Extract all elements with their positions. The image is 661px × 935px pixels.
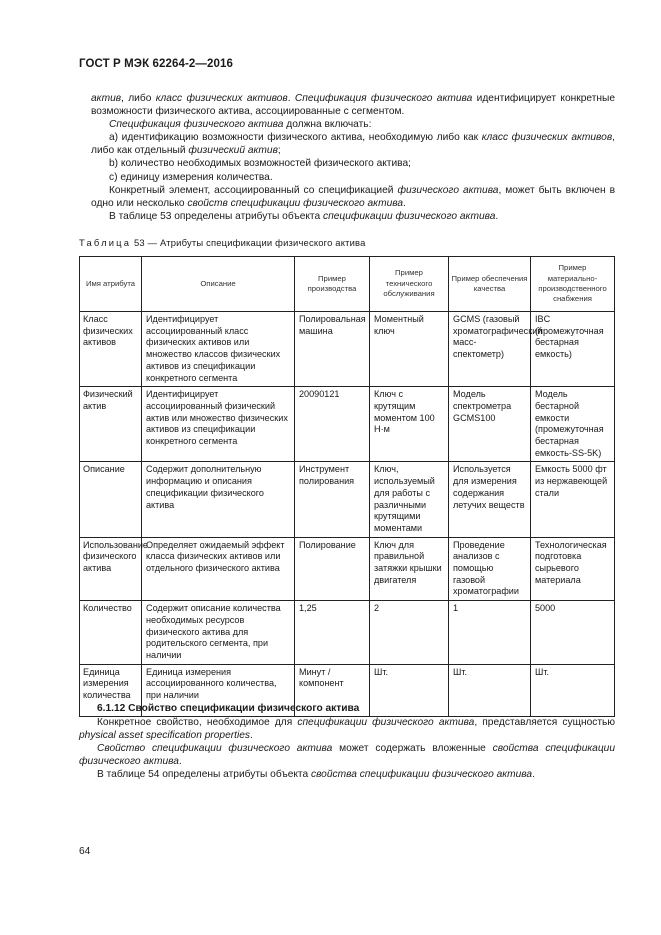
table-cell: Модель спектрометра GCMS100 bbox=[449, 387, 531, 462]
section-heading: 6.1.12 Свойство спецификации физического актива bbox=[97, 703, 360, 714]
text-run: . bbox=[250, 730, 253, 742]
italic-term: Спецификация физического актива bbox=[294, 93, 473, 104]
italic-term: свойства спецификации физического актива bbox=[79, 743, 615, 768]
table-cell: Полировальная машина bbox=[295, 312, 370, 387]
intro-list-item-c: с) единицу измерения количества. bbox=[109, 171, 273, 183]
table-caption bbox=[79, 237, 366, 248]
table-cell: Содержит описание количества необходимых ресурсов физического актива для родительского сегмента, при наличии bbox=[142, 601, 295, 665]
table-cell: 2 bbox=[370, 601, 449, 665]
table-cell: Идентифицирует ассоциированный класс физических активов или множество классов физических активов из спецификации конкретного сегмента bbox=[142, 312, 295, 387]
section-6-1-12 bbox=[79, 702, 615, 782]
attributes-table bbox=[79, 256, 615, 717]
italic-term: physical asset specification properties bbox=[79, 730, 251, 742]
table-cell: IBC (промежуточная бестарная емкость) bbox=[531, 312, 615, 387]
table-cell: Использование физического актива bbox=[80, 537, 142, 601]
table-cell: Ключ с крутящим моментом 100 Н·м bbox=[370, 387, 449, 462]
table-row bbox=[80, 387, 615, 462]
intro-list-item-a bbox=[91, 131, 615, 157]
italic-term: спецификации физического актива bbox=[323, 210, 496, 222]
text-run: , может быть включен в одно или несколько bbox=[91, 184, 615, 209]
italic-term: класс физических активов bbox=[481, 132, 613, 144]
text-run: может содержать вложенные bbox=[332, 743, 493, 755]
header-cell: Описание bbox=[142, 257, 295, 312]
intro-list-item-b: b) количество необходимых возможностей физического актива; bbox=[109, 158, 411, 170]
table-cell: Содержит дополнительную информацию и описания спецификации физического актива bbox=[142, 462, 295, 537]
table-row bbox=[80, 601, 615, 665]
text-run: а) идентификацию возможности физического актива, необходимую либо как bbox=[109, 132, 482, 144]
text-run: В таблице 54 определены атрибуты объекта bbox=[97, 769, 311, 781]
intro-paragraph-1 bbox=[91, 92, 615, 118]
page-number: 64 bbox=[79, 846, 91, 857]
section-paragraph-1 bbox=[79, 716, 615, 742]
text-run: . bbox=[178, 756, 182, 768]
table-row bbox=[80, 537, 615, 601]
table-cell: 20090121 bbox=[295, 387, 370, 462]
table-cell: Идентифицирует ассоциированный физический актив или множество физических активов из спецификации конкретного сегмента bbox=[142, 387, 295, 462]
text-run: , либо bbox=[121, 93, 156, 104]
table-cell: Количество bbox=[80, 601, 142, 665]
header-cell: Имя атрибута bbox=[80, 257, 142, 312]
table-cell: Шт. bbox=[370, 664, 449, 716]
text-run: Конкретное свойство, необходимое для bbox=[97, 717, 298, 729]
italic-term: Свойство спецификации физического актива bbox=[97, 743, 333, 755]
header-cell: Пример материально-производственного снабжения bbox=[531, 257, 615, 312]
text-run: В таблице 53 определены атрибуты объекта bbox=[109, 210, 323, 222]
table-cell: Полирование bbox=[295, 537, 370, 601]
table-cell: Минут / компонент bbox=[295, 664, 370, 716]
table-cell: Ключ, используемый для работы с различными крутящими моментами bbox=[370, 462, 449, 537]
caption-word: Таблица bbox=[79, 237, 132, 248]
table-row bbox=[80, 312, 615, 387]
italic-term: свойства спецификации физического актива bbox=[311, 769, 533, 781]
text-run: . bbox=[495, 210, 499, 222]
table-cell: 1,25 bbox=[295, 601, 370, 665]
table-cell: Определяет ожидаемый эффект класса физических активов или отдельного физического актива bbox=[142, 537, 295, 601]
table-cell: Ключ для правильной затяжки крышки двигателя bbox=[370, 537, 449, 601]
italic-term: Спецификация физического актива bbox=[109, 119, 284, 131]
header-cell: Пример обеспечения качества bbox=[449, 257, 531, 312]
table-cell: Физический актив bbox=[80, 387, 142, 462]
text-run: Конкретный элемент, ассоциированный со спецификацией bbox=[109, 184, 398, 196]
italic-term: актив bbox=[91, 93, 122, 104]
text-run: , либо как отдельный bbox=[91, 132, 615, 157]
text-run: . bbox=[532, 769, 535, 781]
table-cell: Моментный ключ bbox=[370, 312, 449, 387]
text-run: . bbox=[287, 93, 295, 104]
section-paragraph-2 bbox=[79, 742, 615, 768]
italic-term: физического актива bbox=[397, 184, 499, 196]
table-row bbox=[80, 462, 615, 537]
text-run: , представляется сущностью bbox=[474, 717, 615, 729]
italic-term: свойств спецификации физического актива bbox=[187, 197, 404, 209]
table-cell: Шт. bbox=[449, 664, 531, 716]
intro-text bbox=[91, 92, 615, 223]
table-cell: 5000 bbox=[531, 601, 615, 665]
table-cell: Проведение анализов с помощью газовой хроматографии bbox=[449, 537, 531, 601]
text-run: . bbox=[403, 197, 406, 209]
caption-text: 53 — Атрибуты спецификации физического актива bbox=[131, 237, 366, 248]
table-cell: Описание bbox=[80, 462, 142, 537]
table-cell: Единица измерения ассоциированного количества, при наличии bbox=[142, 664, 295, 716]
table-header-row bbox=[80, 257, 615, 312]
document-header: ГОСТ Р МЭК 62264-2—2016 bbox=[79, 58, 233, 70]
table-cell: 1 bbox=[449, 601, 531, 665]
intro-paragraph-7 bbox=[91, 210, 615, 223]
text-run: ; bbox=[277, 145, 281, 157]
section-paragraph-3 bbox=[79, 768, 615, 781]
table-cell: Класс физических активов bbox=[80, 312, 142, 387]
table-cell: Единица измерения количества bbox=[80, 664, 142, 716]
table-cell: Шт. bbox=[531, 664, 615, 716]
italic-term: класс физических активов bbox=[155, 93, 288, 104]
text-run: должна включать: bbox=[283, 119, 372, 131]
table-cell: Используется для измерения содержания летучих веществ bbox=[449, 462, 531, 537]
header-cell: Пример производства bbox=[295, 257, 370, 312]
header-cell: Пример технического обслуживания bbox=[370, 257, 449, 312]
italic-term: физический актив bbox=[188, 145, 278, 157]
table-cell: Емкость 5000 фт из нержавеющей стали bbox=[531, 462, 615, 537]
table-cell: Технологическая подготовка сырьевого материала bbox=[531, 537, 615, 601]
italic-term: спецификации физического актива bbox=[297, 717, 475, 729]
intro-paragraph-6 bbox=[91, 184, 615, 210]
table-cell: Инструмент полирования bbox=[295, 462, 370, 537]
intro-paragraph-2 bbox=[91, 118, 615, 131]
table-cell: Модель бестарной емкости (промежуточная бестарная емкость-SS-5K) bbox=[531, 387, 615, 462]
text-run: идентифицирует конкретные возможности физического актива, ассоциированные с сегментом. bbox=[91, 93, 615, 118]
table-cell: GCMS (газовый хроматографический масс-спектометр) bbox=[449, 312, 531, 387]
